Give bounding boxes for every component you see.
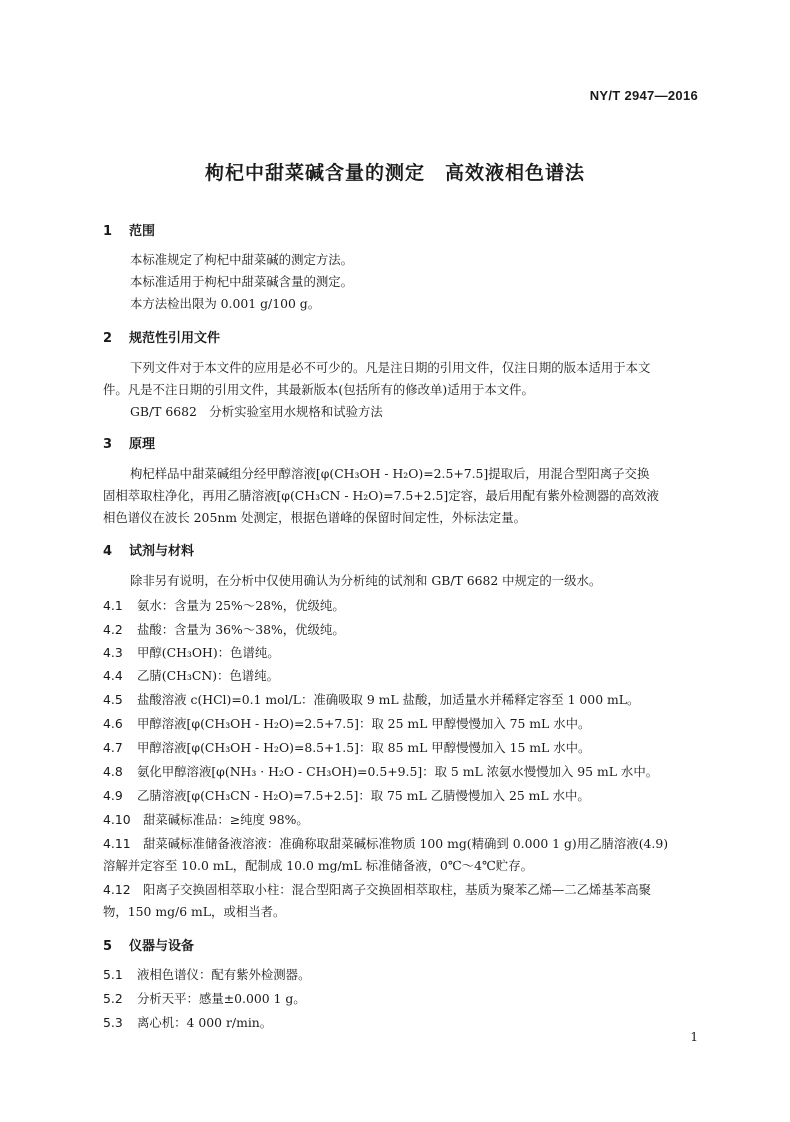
list-item xyxy=(103,643,280,661)
section-title: 试剂与材料 xyxy=(129,544,195,559)
reference-entry: GB/T 6682 分析实验室用水规格和试验方法 xyxy=(130,404,383,419)
item-text: 甜菜碱标准品：≥纯度 98%。 xyxy=(143,812,309,827)
item-number: 5.1 xyxy=(103,967,123,982)
list-item xyxy=(103,762,658,780)
paragraph: 下列文件对于本文件的应用是必不可少的。凡是注日期的引用文件，仅注日期的版本适用于本文 xyxy=(130,360,651,375)
list-item-continuation: 溶解并定容至 10.0 mL，配制成 10.0 mg/mL 标准储备液，0℃～4℃贮存。 xyxy=(103,858,533,873)
item-text: 甲醇溶液[φ(CH₃OH - H₂O)=8.5+1.5]：取 85 mL 甲醇慢慢加入 15 mL 水中。 xyxy=(137,740,591,755)
item-text: 氨水：含量为 25%～28%，优级纯。 xyxy=(137,598,345,613)
item-text: 离心机：4 000 r/min。 xyxy=(137,1015,273,1030)
item-number: 4.5 xyxy=(103,692,123,707)
list-item xyxy=(103,965,310,983)
item-text: 氨化甲醇溶液[φ(NH₃ · H₂O - CH₃OH)=0.5+9.5]：取 5 mL 浓氨水慢慢加入 95 mL 水中。 xyxy=(137,764,659,779)
list-item xyxy=(103,666,279,684)
section-heading-principle xyxy=(103,433,155,452)
item-text: 阳离子交换固相萃取小柱：混合型阳离子交换固相萃取柱，基质为聚苯乙烯—二乙烯基苯高聚 xyxy=(143,882,652,897)
item-text: 盐酸溶液 c(HCl)=0.1 mol/L：准确吸取 9 mL 盐酸，加适量水并稀释定容至 1 000 mL。 xyxy=(137,692,640,707)
item-number: 4.3 xyxy=(103,645,123,660)
item-text: 分析天平：感量±0.000 1 g。 xyxy=(137,991,306,1006)
list-item xyxy=(103,834,668,852)
section-heading-scope xyxy=(103,220,155,239)
paragraph: 本方法检出限为 0.001 g/100 g。 xyxy=(130,296,321,311)
standard-number: NY/T 2947—2016 xyxy=(589,88,698,103)
item-text: 甜菜碱标准储备液溶液：准确称取甜菜碱标准物质 100 mg(精确到 0.000 1 g)用乙腈溶液(4.9) xyxy=(143,836,669,851)
item-text: 盐酸：含量为 36%～38%，优级纯。 xyxy=(137,622,345,637)
list-item xyxy=(103,738,590,756)
section-number: 5 xyxy=(103,939,113,954)
paragraph-continuation: 件。凡是不注日期的引用文件，其最新版本(包括所有的修改单)适用于本文件。 xyxy=(103,382,534,397)
list-item xyxy=(103,596,345,614)
section-heading-reagents xyxy=(103,540,194,559)
list-item xyxy=(103,989,306,1007)
list-item xyxy=(103,690,639,708)
item-number: 4.2 xyxy=(103,622,123,637)
item-number: 4.10 xyxy=(103,812,131,827)
section-number: 4 xyxy=(103,544,113,559)
item-text: 液相色谱仪：配有紫外检测器。 xyxy=(137,967,311,982)
list-item xyxy=(103,810,309,828)
item-number: 4.9 xyxy=(103,788,123,803)
document-title: 枸杞中甜菜碱含量的测定 高效液相色谱法 xyxy=(204,162,585,184)
list-item xyxy=(103,1013,272,1031)
list-item xyxy=(103,786,590,804)
section-title: 仪器与设备 xyxy=(129,939,195,954)
paragraph-continuation: 相色谱仪在波长 205nm 处测定，根据色谱峰的保留时间定性，外标法定量。 xyxy=(103,510,526,525)
item-number: 5.3 xyxy=(103,1015,123,1030)
list-item-continuation: 物，150 mg/6 mL，或相当者。 xyxy=(103,904,286,919)
page-number: 1 xyxy=(690,1030,698,1044)
section-heading-apparatus xyxy=(103,935,194,954)
section-title: 原理 xyxy=(129,437,156,452)
item-number: 4.8 xyxy=(103,764,123,779)
paragraph-continuation: 固相萃取柱净化，再用乙腈溶液[φ(CH₃CN - H₂O)=7.5+2.5]定容，最后用配有紫外检测器的高效液 xyxy=(103,488,659,503)
section-number: 3 xyxy=(103,437,113,452)
paragraph: 除非另有说明，在分析中仅使用确认为分析纯的试剂和 GB/T 6682 中规定的一级水。 xyxy=(130,573,602,588)
paragraph: 枸杞样品中甜菜碱组分经甲醇溶液[φ(CH₃OH - H₂O)=2.5+7.5]提取后，用混合型阳离子交换 xyxy=(130,466,650,481)
list-item xyxy=(103,620,345,638)
item-number: 4.7 xyxy=(103,740,123,755)
paragraph: 本标准适用于枸杞中甜菜碱含量的测定。 xyxy=(130,274,354,289)
section-title: 范围 xyxy=(129,224,156,239)
item-text: 乙腈(CH₃CN)：色谱纯。 xyxy=(137,668,279,683)
paragraph: 本标准规定了枸杞中甜菜碱的测定方法。 xyxy=(130,252,354,267)
section-number: 2 xyxy=(103,331,113,346)
item-text: 甲醇(CH₃OH)：色谱纯。 xyxy=(137,645,280,660)
item-number: 4.6 xyxy=(103,716,123,731)
item-text: 乙腈溶液[φ(CH₃CN - H₂O)=7.5+2.5]：取 75 mL 乙腈慢慢加入 25 mL 水中。 xyxy=(137,788,590,803)
item-number: 4.4 xyxy=(103,668,123,683)
section-title: 规范性引用文件 xyxy=(129,331,221,346)
section-heading-normative-references xyxy=(103,327,220,346)
item-number: 4.11 xyxy=(103,836,131,851)
item-text: 甲醇溶液[φ(CH₃OH - H₂O)=2.5+7.5]：取 25 mL 甲醇慢慢加入 75 mL 水中。 xyxy=(137,716,591,731)
item-number: 4.1 xyxy=(103,598,123,613)
section-number: 1 xyxy=(103,224,113,239)
item-number: 4.12 xyxy=(103,882,131,897)
item-number: 5.2 xyxy=(103,991,123,1006)
list-item xyxy=(103,880,651,898)
list-item xyxy=(103,714,590,732)
